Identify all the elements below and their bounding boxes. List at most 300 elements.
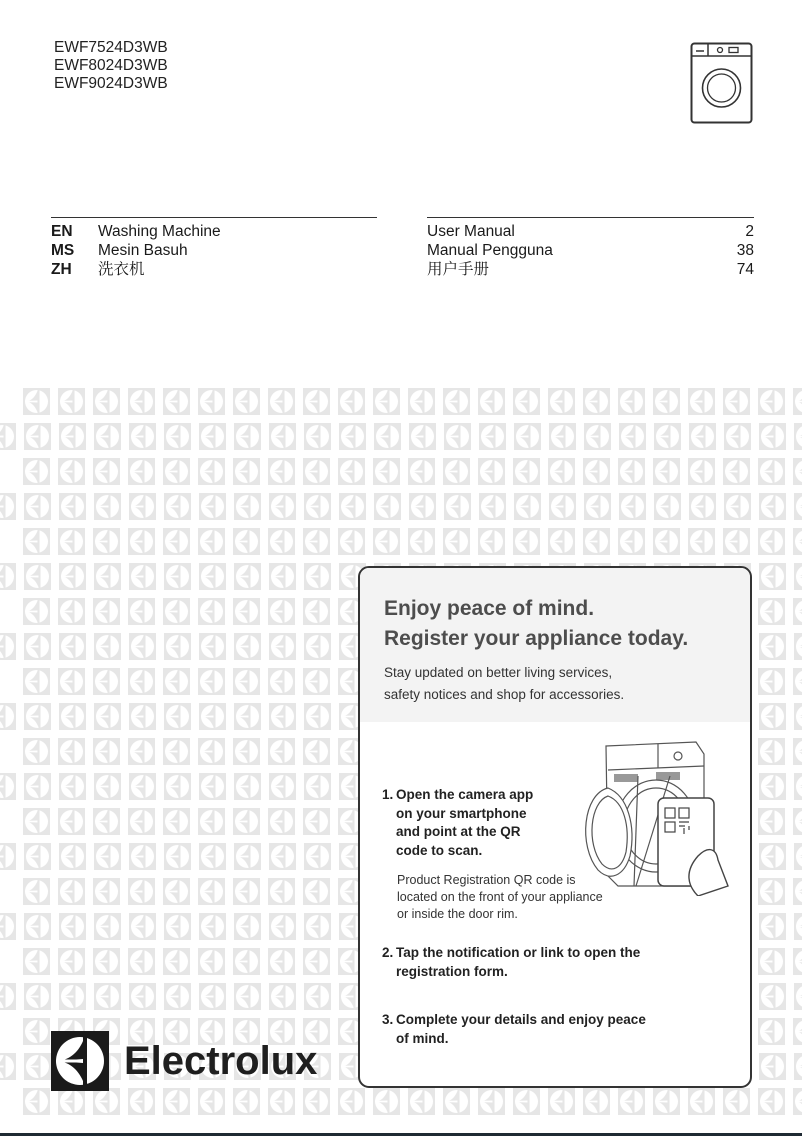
electrolux-logo-tile-icon xyxy=(338,388,365,415)
electrolux-logo-tile-icon xyxy=(619,423,646,450)
electrolux-logo-tile-icon xyxy=(24,773,51,800)
electrolux-logo-tile-icon xyxy=(688,388,715,415)
language-code: EN xyxy=(51,223,73,240)
electrolux-logo-tile-icon xyxy=(0,703,16,730)
electrolux-logo-tile-icon xyxy=(759,1053,786,1080)
electrolux-logo-tile-icon xyxy=(163,878,190,905)
electrolux-logo-tile-icon xyxy=(793,738,802,765)
electrolux-logo-tile-icon xyxy=(793,528,802,555)
electrolux-logo-tile-icon xyxy=(723,388,750,415)
electrolux-logo-tile-icon xyxy=(269,633,296,660)
manual-row xyxy=(427,241,754,260)
electrolux-logo-tile-icon xyxy=(24,633,51,660)
electrolux-logo-tile-icon xyxy=(793,598,802,625)
electrolux-logo-tile-icon xyxy=(93,388,120,415)
electrolux-logo-tile-icon xyxy=(129,773,156,800)
electrolux-logo-tile-icon xyxy=(304,703,331,730)
electrolux-logo-tile-icon xyxy=(234,703,261,730)
electrolux-logo-tile-icon xyxy=(163,808,190,835)
electrolux-logo-tile-icon xyxy=(759,983,786,1010)
electrolux-logo-tile-icon xyxy=(269,703,296,730)
electrolux-logo-tile-icon xyxy=(618,528,645,555)
electrolux-logo-tile-icon xyxy=(199,493,226,520)
electrolux-logo-tile-icon xyxy=(758,738,785,765)
electrolux-logo-tile-icon xyxy=(59,633,86,660)
electrolux-logo-tile-icon xyxy=(198,878,225,905)
electrolux-logo-tile-icon xyxy=(408,1088,435,1115)
electrolux-logo-tile-icon xyxy=(303,948,330,975)
electrolux-logo-tile-icon xyxy=(304,843,331,870)
electrolux-logo-tile-icon xyxy=(303,878,330,905)
electrolux-logo-tile-icon xyxy=(234,913,261,940)
electrolux-logo-tile-icon xyxy=(0,773,16,800)
electrolux-logo-tile-icon xyxy=(689,423,716,450)
electrolux-logo-tile-icon xyxy=(794,913,802,940)
electrolux-logo-tile-icon xyxy=(653,1088,680,1115)
electrolux-logo-tile-icon xyxy=(198,738,225,765)
electrolux-logo-tile-icon xyxy=(583,1088,610,1115)
electrolux-logo-tile-icon xyxy=(59,703,86,730)
electrolux-logo-tile-icon xyxy=(269,493,296,520)
electrolux-logo-tile-icon xyxy=(129,563,156,590)
electrolux-logo-tile-icon xyxy=(94,983,121,1010)
electrolux-logo-tile-icon xyxy=(478,528,505,555)
electrolux-logo-tile-icon xyxy=(443,528,470,555)
electrolux-logo-tile-icon xyxy=(198,948,225,975)
electrolux-logo-tile-icon xyxy=(233,738,260,765)
electrolux-logo-tile-icon xyxy=(269,773,296,800)
electrolux-logo-tile-icon xyxy=(199,843,226,870)
electrolux-logo-tile-icon xyxy=(408,528,435,555)
electrolux-logo-tile-icon xyxy=(304,983,331,1010)
electrolux-logo-tile-icon xyxy=(24,423,51,450)
electrolux-logo-tile-icon xyxy=(793,668,802,695)
step-text: code to scan. xyxy=(396,842,483,858)
electrolux-logo-tile-icon xyxy=(373,1088,400,1115)
step-text: Complete your details and enjoy peace xyxy=(396,1012,646,1027)
electrolux-logo-tile-icon xyxy=(163,668,190,695)
electrolux-logo-tile-icon xyxy=(794,1053,802,1080)
electrolux-logo-tile-icon xyxy=(513,388,540,415)
electrolux-logo-tile-icon xyxy=(58,598,85,625)
electrolux-logo-tile-icon xyxy=(794,423,802,450)
electrolux-logo-tile-icon xyxy=(24,703,51,730)
electrolux-logo-tile-icon xyxy=(163,388,190,415)
electrolux-logo-tile-icon xyxy=(24,1053,51,1080)
electrolux-logo-tile-icon xyxy=(58,388,85,415)
electrolux-logo-tile-icon xyxy=(793,808,802,835)
electrolux-logo-tile-icon xyxy=(268,948,295,975)
note-line: Product Registration QR code is xyxy=(397,873,576,887)
electrolux-logo-tile-icon xyxy=(268,878,295,905)
electrolux-logo-tile-icon xyxy=(304,423,331,450)
electrolux-logo-tile-icon xyxy=(129,633,156,660)
electrolux-logo-tile-icon xyxy=(58,668,85,695)
electrolux-logo-tile-icon xyxy=(163,1088,190,1115)
electrolux-logo-tile-icon xyxy=(24,493,51,520)
electrolux-logo-tile-icon xyxy=(794,773,802,800)
electrolux-logo-tile-icon xyxy=(548,388,575,415)
electrolux-logo-tile-icon xyxy=(303,668,330,695)
electrolux-logo-tile-icon xyxy=(758,458,785,485)
electrolux-logo-tile-icon xyxy=(199,773,226,800)
electrolux-logo-tile-icon xyxy=(0,913,16,940)
electrolux-logo-tile-icon xyxy=(0,1053,16,1080)
electrolux-logo-tile-icon xyxy=(723,1088,750,1115)
electrolux-logo-tile-icon xyxy=(59,843,86,870)
electrolux-logo-tile-icon xyxy=(443,388,470,415)
electrolux-logo-tile-icon xyxy=(373,528,400,555)
electrolux-logo-tile-icon xyxy=(758,1018,785,1045)
electrolux-logo-tile-icon xyxy=(478,1088,505,1115)
manual-title: 用户手册 xyxy=(427,261,490,278)
electrolux-logo-tile-icon xyxy=(93,878,120,905)
electrolux-logo-tile-icon xyxy=(758,878,785,905)
electrolux-logo-tile-icon xyxy=(93,598,120,625)
electrolux-logo-tile-icon xyxy=(94,843,121,870)
electrolux-logo-tile-icon xyxy=(24,843,51,870)
electrolux-logo-tile-icon xyxy=(269,423,296,450)
manual-row xyxy=(427,260,754,279)
step-text: Tap the notification or link to open the xyxy=(396,945,641,960)
title-line: Enjoy peace of mind. xyxy=(384,597,595,620)
step-text: Open the camera app xyxy=(396,787,534,802)
electrolux-logo-tile-icon xyxy=(199,563,226,590)
electrolux-logo-tile-icon xyxy=(128,668,155,695)
electrolux-logo-tile-icon xyxy=(164,633,191,660)
electrolux-logo-tile-icon xyxy=(58,458,85,485)
electrolux-logo-tile-icon xyxy=(59,423,86,450)
step-text: of mind. xyxy=(396,1030,449,1046)
electrolux-logo-tile-icon xyxy=(164,913,191,940)
electrolux-logo-tile-icon xyxy=(128,388,155,415)
electrolux-logo-tile-icon xyxy=(794,633,802,660)
electrolux-logo-tile-icon xyxy=(618,388,645,415)
electrolux-logo-tile-icon xyxy=(724,493,751,520)
electrolux-logo-tile-icon xyxy=(723,528,750,555)
electrolux-logo-tile-icon xyxy=(583,528,610,555)
electrolux-logo-tile-icon xyxy=(513,1088,540,1115)
electrolux-logo-tile-icon xyxy=(268,668,295,695)
electrolux-logo-tile-icon xyxy=(234,563,261,590)
manual-page-index xyxy=(427,217,754,279)
product-name: Washing Machine xyxy=(98,223,221,240)
electrolux-logo-tile-icon xyxy=(794,563,802,590)
registration-step-2 xyxy=(382,944,640,981)
electrolux-logo-tile-icon xyxy=(478,388,505,415)
electrolux-logo-tile-icon xyxy=(199,703,226,730)
electrolux-logo-tile-icon xyxy=(198,528,225,555)
electrolux-logo-tile-icon xyxy=(794,703,802,730)
step-number: 3. xyxy=(382,1012,394,1027)
electrolux-logo-tile-icon xyxy=(268,458,295,485)
language-code: MS xyxy=(51,242,75,259)
electrolux-logo-tile-icon xyxy=(654,423,681,450)
electrolux-logo-tile-icon xyxy=(513,458,540,485)
language-row xyxy=(51,260,377,279)
electrolux-logo-tile-icon xyxy=(93,458,120,485)
electrolux-logo-icon xyxy=(51,1031,109,1091)
electrolux-logo-tile-icon xyxy=(653,388,680,415)
electrolux-logo-tile-icon xyxy=(164,703,191,730)
electrolux-logo-tile-icon xyxy=(164,773,191,800)
electrolux-logo-tile-icon xyxy=(164,843,191,870)
electrolux-logo-tile-icon xyxy=(653,528,680,555)
electrolux-logo-tile-icon xyxy=(94,633,121,660)
electrolux-logo-tile-icon xyxy=(198,1088,225,1115)
electrolux-logo-tile-icon xyxy=(409,423,436,450)
electrolux-logo-tile-icon xyxy=(59,493,86,520)
electrolux-logo-tile-icon xyxy=(758,528,785,555)
electrolux-logo-tile-icon xyxy=(163,948,190,975)
electrolux-logo-tile-icon xyxy=(198,598,225,625)
electrolux-logo-tile-icon xyxy=(234,493,261,520)
electrolux-logo-tile-icon xyxy=(338,1088,365,1115)
electrolux-logo-tile-icon xyxy=(269,563,296,590)
electrolux-logo-tile-icon xyxy=(374,493,401,520)
electrolux-logo-tile-icon xyxy=(618,1088,645,1115)
electrolux-logo-tile-icon xyxy=(759,633,786,660)
electrolux-logo-tile-icon xyxy=(163,528,190,555)
electrolux-logo-tile-icon xyxy=(339,423,366,450)
electrolux-logo-tile-icon xyxy=(268,738,295,765)
electrolux-logo-tile-icon xyxy=(24,913,51,940)
electrolux-logo-tile-icon xyxy=(93,528,120,555)
step-text: and point at the QR xyxy=(396,824,521,839)
electrolux-logo-tile-icon xyxy=(0,493,16,520)
manual-row xyxy=(427,222,754,241)
electrolux-logo-tile-icon xyxy=(94,773,121,800)
electrolux-logo-tile-icon xyxy=(688,528,715,555)
electrolux-logo-tile-icon xyxy=(129,843,156,870)
electrolux-logo-tile-icon xyxy=(59,563,86,590)
electrolux-logo-tile-icon xyxy=(759,843,786,870)
electrolux-logo-tile-icon xyxy=(58,948,85,975)
electrolux-logo-tile-icon xyxy=(234,773,261,800)
step-text: registration form. xyxy=(396,963,508,979)
step-number: 2. xyxy=(382,945,394,960)
registration-card-header xyxy=(360,568,750,722)
electrolux-logo-tile-icon xyxy=(94,493,121,520)
electrolux-logo-tile-icon xyxy=(23,388,50,415)
electrolux-logo-tile-icon xyxy=(549,493,576,520)
electrolux-logo-tile-icon xyxy=(164,493,191,520)
electrolux-brand xyxy=(51,1031,317,1091)
electrolux-logo-tile-icon xyxy=(128,528,155,555)
electrolux-logo-tile-icon xyxy=(794,843,802,870)
electrolux-logo-tile-icon xyxy=(233,948,260,975)
electrolux-logo-tile-icon xyxy=(129,423,156,450)
model-number: EWF7524D3WB xyxy=(54,39,168,56)
electrolux-logo-tile-icon xyxy=(688,1088,715,1115)
electrolux-logo-tile-icon xyxy=(58,1088,85,1115)
electrolux-logo-tile-icon xyxy=(59,773,86,800)
language-row xyxy=(51,241,377,260)
electrolux-logo-tile-icon xyxy=(339,493,366,520)
electrolux-logo-tile-icon xyxy=(198,668,225,695)
electrolux-logo-tile-icon xyxy=(59,983,86,1010)
electrolux-logo-tile-icon xyxy=(758,598,785,625)
electrolux-logo-tile-icon xyxy=(128,1088,155,1115)
electrolux-logo-tile-icon xyxy=(443,458,470,485)
electrolux-logo-tile-icon xyxy=(23,808,50,835)
electrolux-logo-tile-icon xyxy=(688,458,715,485)
electrolux-logo-tile-icon xyxy=(198,388,225,415)
product-name: 洗衣机 xyxy=(98,261,145,278)
electrolux-logo-tile-icon xyxy=(199,423,226,450)
electrolux-logo-tile-icon xyxy=(303,808,330,835)
electrolux-logo-tile-icon xyxy=(304,913,331,940)
electrolux-logo-tile-icon xyxy=(24,563,51,590)
subtitle-line: safety notices and shop for accessories. xyxy=(384,687,625,702)
page-number: 74 xyxy=(736,261,754,278)
electrolux-logo-tile-icon xyxy=(303,1088,330,1115)
electrolux-logo-tile-icon xyxy=(164,423,191,450)
language-row xyxy=(51,222,377,241)
registration-step-3 xyxy=(382,1011,646,1048)
electrolux-logo-tile-icon xyxy=(268,1088,295,1115)
electrolux-logo-tile-icon xyxy=(198,808,225,835)
product-registration-card xyxy=(358,566,752,1088)
electrolux-logo-tile-icon xyxy=(304,633,331,660)
electrolux-logo-tile-icon xyxy=(94,703,121,730)
electrolux-logo-tile-icon xyxy=(793,458,802,485)
electrolux-logo-tile-icon xyxy=(128,948,155,975)
electrolux-logo-tile-icon xyxy=(759,493,786,520)
electrolux-logo-tile-icon xyxy=(93,808,120,835)
electrolux-logo-tile-icon xyxy=(163,598,190,625)
electrolux-logo-tile-icon xyxy=(548,458,575,485)
page-number: 2 xyxy=(745,223,754,240)
electrolux-logo-tile-icon xyxy=(23,948,50,975)
electrolux-logo-tile-icon xyxy=(443,1088,470,1115)
electrolux-logo-tile-icon xyxy=(268,808,295,835)
electrolux-logo-tile-icon xyxy=(548,1088,575,1115)
electrolux-logo-tile-icon xyxy=(268,388,295,415)
electrolux-logo-tile-icon xyxy=(59,913,86,940)
manual-title: User Manual xyxy=(427,223,515,240)
electrolux-logo-tile-icon xyxy=(128,808,155,835)
electrolux-logo-tile-icon xyxy=(618,458,645,485)
electrolux-logo-tile-icon xyxy=(128,878,155,905)
electrolux-logo-tile-icon xyxy=(24,983,51,1010)
electrolux-logo-tile-icon xyxy=(129,913,156,940)
electrolux-logo-tile-icon xyxy=(269,913,296,940)
electrolux-logo-tile-icon xyxy=(444,493,471,520)
electrolux-logo-tile-icon xyxy=(268,598,295,625)
electrolux-logo-tile-icon xyxy=(759,563,786,590)
electrolux-logo-tile-icon xyxy=(58,528,85,555)
electrolux-logo-tile-icon xyxy=(0,423,16,450)
model-number: EWF9024D3WB xyxy=(54,75,168,92)
electrolux-logo-tile-icon xyxy=(373,388,400,415)
electrolux-logo-tile-icon xyxy=(338,528,365,555)
electrolux-logo-tile-icon xyxy=(689,493,716,520)
electrolux-logo-tile-icon xyxy=(0,563,16,590)
note-line: or inside the door rim. xyxy=(397,907,518,921)
registration-title xyxy=(384,594,750,654)
manual-title: Manual Pengguna xyxy=(427,242,553,259)
electrolux-logo-tile-icon xyxy=(94,563,121,590)
electrolux-logo-tile-icon xyxy=(93,948,120,975)
electrolux-logo-tile-icon xyxy=(794,983,802,1010)
electrolux-logo-tile-icon xyxy=(128,458,155,485)
electrolux-logo-tile-icon xyxy=(269,843,296,870)
electrolux-logo-tile-icon xyxy=(233,1088,260,1115)
electrolux-logo-tile-icon xyxy=(584,423,611,450)
electrolux-logo-tile-icon xyxy=(234,633,261,660)
electrolux-logo-tile-icon xyxy=(759,423,786,450)
electrolux-logo-tile-icon xyxy=(0,843,16,870)
electrolux-logo-tile-icon xyxy=(163,738,190,765)
subtitle-line: Stay updated on better living services, xyxy=(384,665,613,680)
electrolux-logo-tile-icon xyxy=(478,458,505,485)
electrolux-logo-tile-icon xyxy=(724,423,751,450)
electrolux-logo-tile-icon xyxy=(759,913,786,940)
step-text: on your smartphone xyxy=(396,805,527,821)
electrolux-logo-tile-icon xyxy=(23,1018,50,1045)
electrolux-logo-tile-icon xyxy=(758,948,785,975)
washing-machine-icon xyxy=(690,42,753,124)
electrolux-logo-tile-icon xyxy=(94,423,121,450)
electrolux-logo-tile-icon xyxy=(164,563,191,590)
electrolux-logo-tile-icon xyxy=(128,738,155,765)
electrolux-logo-tile-icon xyxy=(374,423,401,450)
electrolux-logo-tile-icon xyxy=(304,493,331,520)
language-code: ZH xyxy=(51,261,72,278)
electrolux-logo-tile-icon xyxy=(303,598,330,625)
electrolux-logo-tile-icon xyxy=(58,808,85,835)
electrolux-logo-tile-icon xyxy=(199,983,226,1010)
electrolux-logo-tile-icon xyxy=(93,668,120,695)
electrolux-logo-tile-icon xyxy=(129,983,156,1010)
electrolux-logo-tile-icon xyxy=(303,528,330,555)
electrolux-logo-tile-icon xyxy=(94,913,121,940)
electrolux-logo-tile-icon xyxy=(23,598,50,625)
electrolux-logo-tile-icon xyxy=(163,458,190,485)
note-line: located on the front of your appliance xyxy=(397,890,603,904)
electrolux-logo-tile-icon xyxy=(23,1088,50,1115)
electrolux-logo-tile-icon xyxy=(338,458,365,485)
electrolux-logo-tile-icon xyxy=(514,493,541,520)
qr-location-note xyxy=(397,872,603,923)
electrolux-logo-tile-icon xyxy=(793,1088,802,1115)
electrolux-logo-tile-icon xyxy=(23,528,50,555)
electrolux-logo-tile-icon xyxy=(23,878,50,905)
electrolux-logo-tile-icon xyxy=(304,563,331,590)
electrolux-logo-tile-icon xyxy=(129,703,156,730)
electrolux-logo-tile-icon xyxy=(199,913,226,940)
electrolux-logo-tile-icon xyxy=(759,773,786,800)
electrolux-logo-tile-icon xyxy=(58,738,85,765)
electrolux-logo-tile-icon xyxy=(793,388,802,415)
electrolux-logo-tile-icon xyxy=(0,983,16,1010)
electrolux-logo-tile-icon xyxy=(794,493,802,520)
electrolux-logo-tile-icon xyxy=(93,1088,120,1115)
electrolux-logo-tile-icon xyxy=(793,878,802,905)
electrolux-logo-tile-icon xyxy=(233,808,260,835)
electrolux-logo-tile-icon xyxy=(233,458,260,485)
electrolux-logo-tile-icon xyxy=(304,773,331,800)
electrolux-logo-tile-icon xyxy=(758,808,785,835)
electrolux-logo-tile-icon xyxy=(129,493,156,520)
electrolux-logo-tile-icon xyxy=(514,423,541,450)
electrolux-logo-tile-icon xyxy=(269,983,296,1010)
language-product-list xyxy=(51,217,377,279)
step-number: 1. xyxy=(382,787,394,802)
electrolux-logo-tile-icon xyxy=(58,878,85,905)
electrolux-logo-tile-icon xyxy=(23,668,50,695)
